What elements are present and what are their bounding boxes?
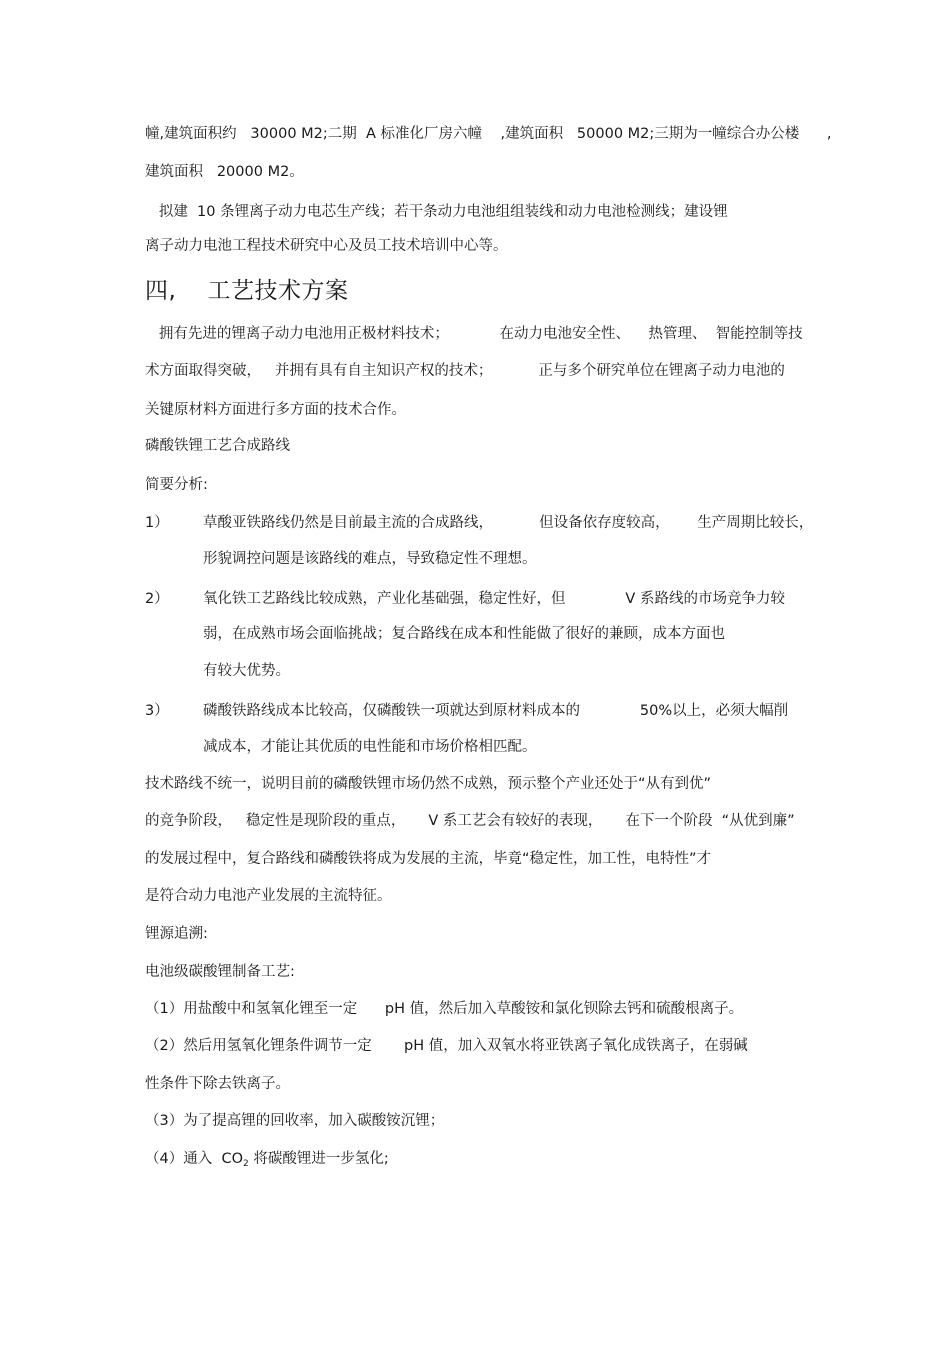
tech-line-1: 拥有先进的锂离子动力电池用正极材料技术； 在动力电池安全性、 热管理、 智能控制等技 [145, 326, 803, 342]
list-item-3-line-2: 减成本，才能让其优质的电性能和市场价格相匹配。 [203, 739, 537, 755]
route-title: 磷酸铁锂工艺合成路线 [145, 438, 290, 454]
step-4-subscript: 2 [242, 1159, 249, 1169]
list-item-2-line-3: 有较大优势。 [203, 663, 290, 679]
lithium-source-title: 锂源追溯: [145, 926, 208, 942]
step-4 [145, 1149, 389, 1174]
lithium-process-title: 电池级碳酸锂制备工艺: [145, 964, 295, 980]
step-2-line-2: 性条件下除去铁离子。 [145, 1076, 290, 1092]
step-3: （3）为了提高锂的回收率，加入碳酸铵沉锂； [145, 1113, 445, 1129]
step-2-line-1: （2）然后用氢氧化锂条件调节一定 pH 值，加入双氧水将亚铁离子氧化成铁离子，在弱碱 [145, 1038, 748, 1054]
list-item-2-line-1: 氧化铁工艺路线比较成熟，产业化基础强，稳定性好，但 V 系路线的市场竞争力较 [203, 591, 785, 607]
tech-line-2: 术方面取得突破， 并拥有具有自主知识产权的技术； 正与多个研究单位在锂离子动力电池的 [145, 363, 785, 379]
intro-line-4: 离子动力电池工程技术研究中心及员工技术培训中心等。 [145, 238, 508, 254]
step-4-suffix: 将碳酸锂进一步氢化; [248, 1151, 389, 1167]
step-1: （1）用盐酸中和氢氧化锂至一定 pH 值，然后加入草酸铵和氯化钡除去钙和硫酸根离子。 [145, 1001, 744, 1017]
list-item-1-number: 1） [145, 515, 169, 531]
list-item-1-line-1: 草酸亚铁路线仍然是目前最主流的合成路线， 但设备依存度较高， 生产周期比较长， [203, 515, 814, 531]
tech-line-3: 关键原材料方面进行多方面的技术合作。 [145, 402, 406, 418]
list-item-3-number: 3） [145, 703, 169, 719]
analysis-title: 简要分析: [145, 477, 208, 493]
list-item-2-line-2: 弱，在成熟市场会面临挑战；复合路线在成本和性能做了很好的兼顾，成本方面也 [203, 626, 725, 642]
step-4-prefix: （4）通入 CO [145, 1151, 243, 1167]
intro-line-3: 拟建 10 条锂离子动力电芯生产线；若干条动力电池组组装线和动力电池检测线；建设锂 [145, 204, 728, 220]
conclusion-line-1: 技术路线不统一，说明目前的磷酸铁锂市场仍然不成熟，预示整个产业还处于“从有到优” [145, 776, 712, 792]
conclusion-line-2: 的竞争阶段， 稳定性是现阶段的重点， V 系工艺会有较好的表现， 在下一个阶段 “从优到廉” [145, 813, 795, 829]
list-item-3-line-1: 磷酸铁路线成本比较高，仅磷酸铁一项就达到原材料成本的 50%以上，必须大幅削 [203, 703, 789, 719]
intro-line-2: 建筑面积 20000 M2。 [145, 164, 304, 180]
list-item-2-number: 2） [145, 591, 169, 607]
intro-line-1: 幢,建筑面积约 30000 M2;二期 A 标准化厂房六幢 ,建筑面积 50000 M2;三期为一幢综合办公楼 , [145, 126, 832, 142]
conclusion-line-4: 是符合动力电池产业发展的主流特征。 [145, 888, 392, 904]
section-heading: 四, 工艺技术方案 [145, 278, 349, 304]
conclusion-line-3: 的发展过程中，复合路线和磷酸铁将成为发展的主流，毕竟“稳定性，加工性，电特性”才 [145, 851, 712, 867]
list-item-1-line-2: 形貌调控问题是该路线的难点，导致稳定性不理想。 [203, 551, 537, 567]
